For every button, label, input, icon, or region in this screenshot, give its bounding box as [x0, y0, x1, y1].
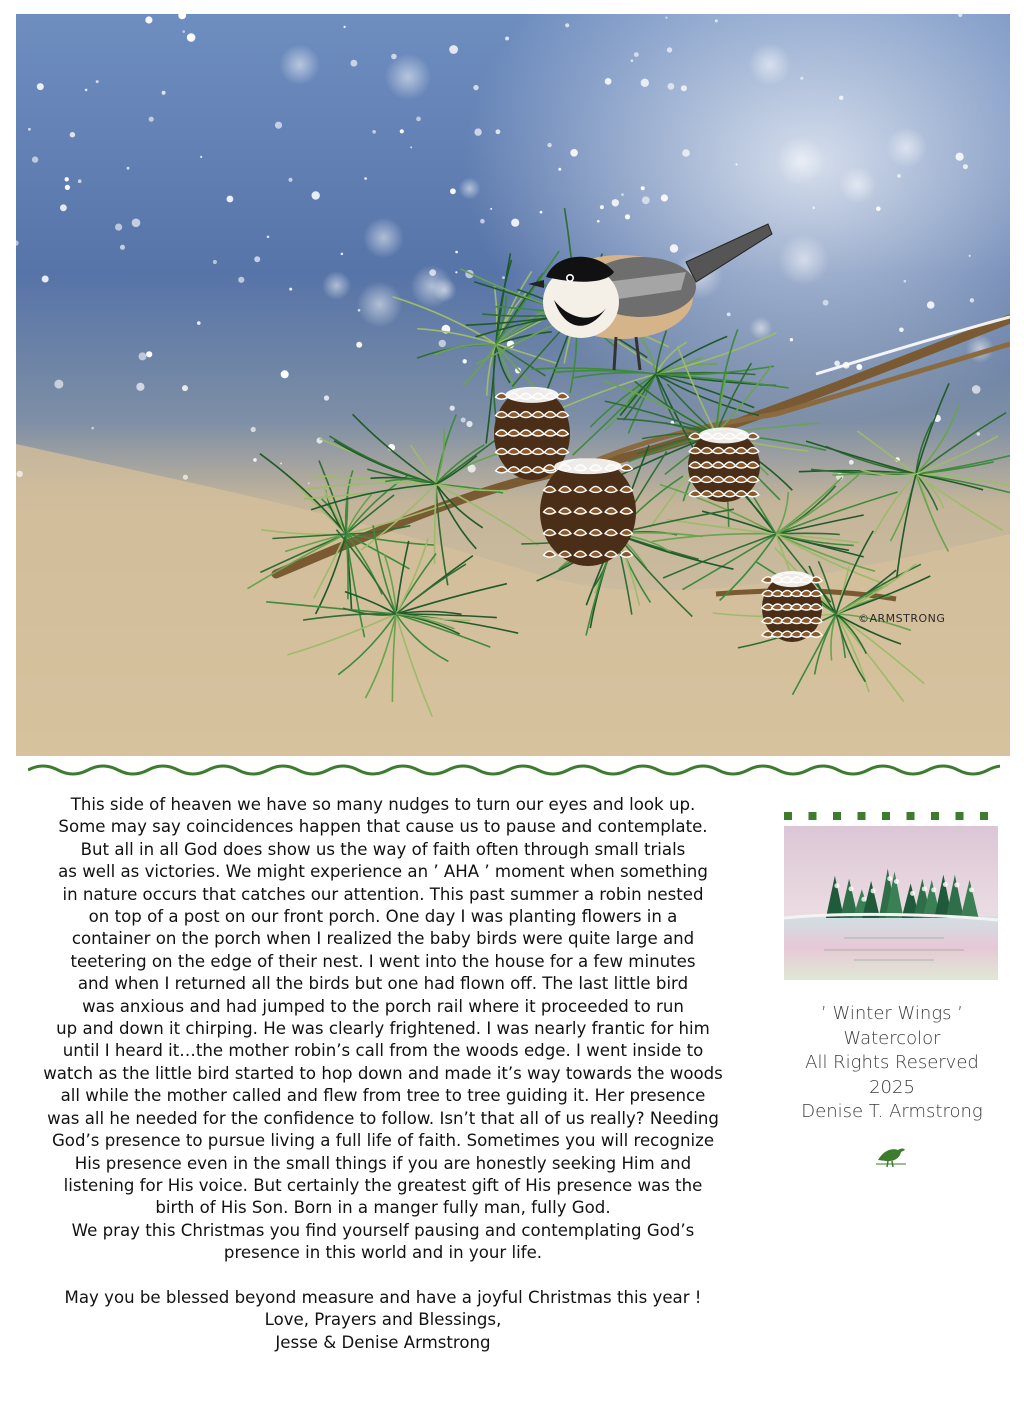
text-line: We pray this Christmas you find yourself pausing and contemplating God’s	[71, 1220, 695, 1240]
text-line: May you be blessed beyond measure and have a joyful Christmas this year !	[64, 1287, 702, 1307]
letter-closing	[14, 1287, 752, 1354]
text-line: 2025	[869, 1076, 915, 1098]
winter-trees-illustration	[784, 826, 998, 980]
text-line: until I heard it…the mother robin’s call from the woods edge. I went inside to	[62, 1041, 704, 1061]
chickadee-on-pine-illustration	[16, 14, 1010, 756]
text-line: All Rights Reserved	[805, 1052, 979, 1073]
artist-signature: ©ARMSTRONG	[858, 612, 946, 625]
text-line: birth of His Son. Born in a manger fully man, fully God.	[155, 1198, 611, 1218]
text-line: His presence even in the small things if you are honestly seeking Him and	[74, 1153, 692, 1173]
text-line: This side of heaven we have so many nudges to turn our eyes and look up.	[70, 795, 696, 814]
text-line: watch as the little bird started to hop down and made it’s way towards the woods	[43, 1063, 723, 1083]
text-line: container on the porch when I realized the baby birds were quite large and	[71, 929, 695, 949]
wavy-divider	[28, 762, 1000, 778]
text-line: teetering on the edge of their nest. I went into the house for a few minutes	[70, 951, 696, 971]
text-line: Some may say coincidences happen that cause us to pause and contemplate.	[58, 817, 708, 837]
dotted-border	[782, 810, 1002, 822]
letter-paragraph	[14, 794, 752, 1265]
text-line: was anxious and had jumped to the porch rail where it proceeded to run	[82, 996, 684, 1016]
text-line: was all he needed for the confidence to follow. Isn’t that all of us really? Needing	[47, 1108, 719, 1128]
text-line: presence in this world and in your life.	[223, 1243, 543, 1263]
text-line: But all in all God does show us the way of faith often through small trials	[80, 839, 686, 859]
text-line: God’s presence to pursue living a full life of faith. Sometimes you will recognize	[51, 1131, 715, 1151]
text-line: in nature occurs that catches our attention. This past summer a robin nested	[62, 884, 704, 904]
text-line: Love, Prayers and Blessings,	[264, 1310, 502, 1330]
songbird-icon	[876, 1142, 906, 1168]
christmas-letter	[14, 794, 752, 1354]
text-line: Watercolor	[843, 1027, 941, 1049]
winter-trees-thumbnail	[784, 826, 998, 980]
text-line: up and down it chirping. He was clearly frightened. I was nearly frantic for him	[56, 1019, 710, 1039]
text-line: Denise T. Armstrong	[801, 1101, 983, 1122]
text-line: as well as victories. We might experience an ’ AHA ’ moment when something	[58, 862, 708, 882]
wave-line	[28, 766, 1000, 774]
text-line: all while the mother called and flew from tree to tree guiding it. Her presence	[60, 1086, 706, 1106]
text-line: on top of a post on our front porch. One day I was planting flowers in a	[88, 907, 678, 927]
text-line: Jesse & Denise Armstrong	[275, 1332, 491, 1352]
text-line: listening for His voice. But certainly the greatest gift of His presence was the	[63, 1175, 703, 1195]
text-line: ’ Winter Wings ’	[821, 1003, 963, 1024]
painting-caption	[772, 1002, 1012, 1125]
text-line: and when I returned all the birds but one had flown off. The last little bird	[77, 974, 689, 994]
winter-wings-painting	[16, 14, 1010, 756]
